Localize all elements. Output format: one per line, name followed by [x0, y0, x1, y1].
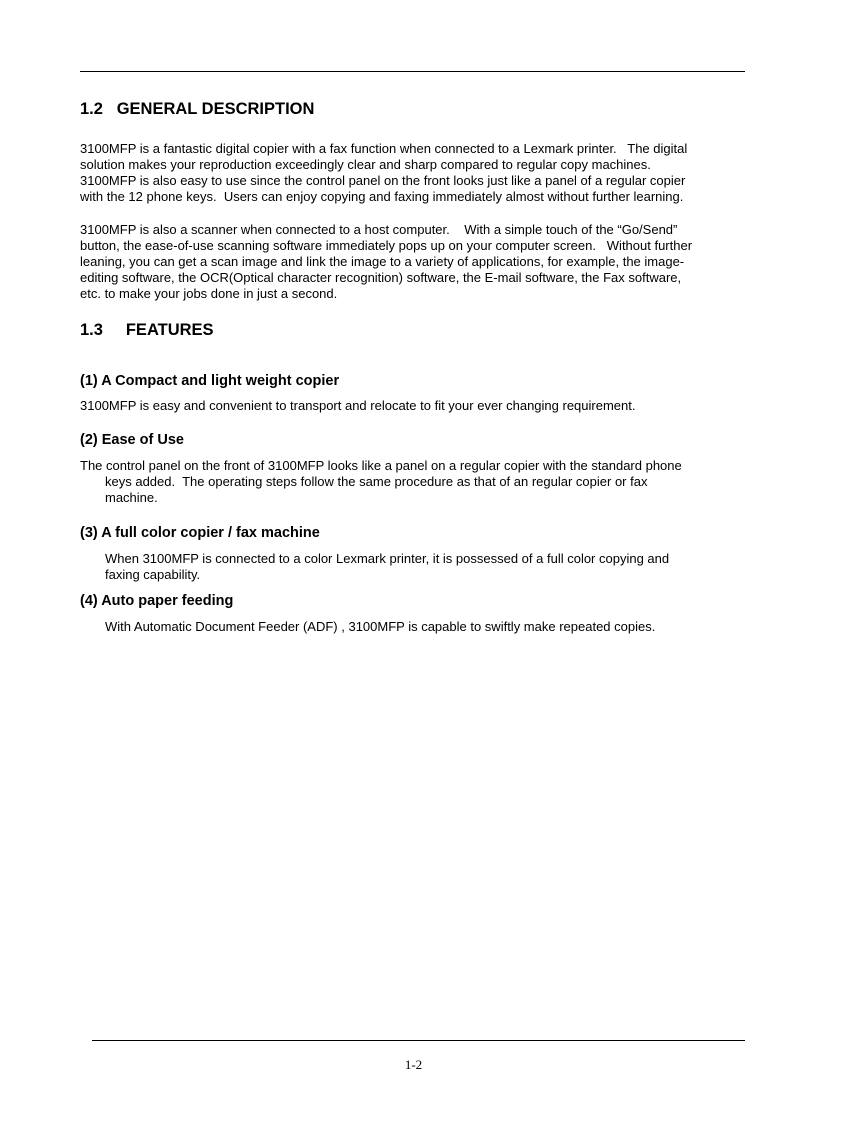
feature-title-full-color: (3) A full color copier / fax machine	[80, 525, 320, 541]
text-line: leaning, you can get a scan image and link the image to a variety of applications, for example, the image-	[80, 254, 685, 269]
feature-title-auto-paper-feeding: (4) Auto paper feeding	[80, 593, 234, 609]
section-heading-features: 1.3 FEATURES	[80, 321, 214, 339]
text-line: etc. to make your jobs done in just a second.	[80, 286, 338, 301]
text-line: keys added. The operating steps follow the same procedure as that of an regular copier or fax	[105, 474, 648, 489]
feature-body-compact	[80, 398, 635, 414]
feature-title-compact: (1) A Compact and light weight copier	[80, 373, 340, 389]
feature-body-ease-of-use	[80, 458, 682, 506]
paragraph-general-description-2	[80, 222, 692, 302]
feature-title-ease-of-use: (2) Ease of Use	[80, 432, 184, 448]
text-line: The control panel on the front of 3100MFP looks like a panel on a regular copier with the standard phone	[80, 458, 682, 473]
text-line: button, the ease-of-use scanning software immediately pops up on your computer screen. Without further	[80, 238, 693, 253]
paragraph-general-description-1	[80, 141, 687, 205]
footer-rule	[92, 1040, 745, 1041]
section-heading-general-description: 1.2 GENERAL DESCRIPTION	[80, 100, 315, 118]
text-line: editing software, the OCR(Optical character recognition) software, the E-mail software, the Fax software,	[80, 270, 682, 285]
feature-body-full-color	[105, 551, 669, 583]
text-line: With Automatic Document Feeder (ADF) , 3100MFP is capable to swiftly make repeated copies.	[105, 619, 656, 634]
header-rule	[80, 71, 745, 72]
text-line: 3100MFP is easy and convenient to transport and relocate to fit your ever changing requirement.	[80, 398, 636, 413]
text-line: 3100MFP is also easy to use since the control panel on the front looks just like a panel of a regular copier	[80, 173, 686, 188]
text-line: 3100MFP is also a scanner when connected to a host computer. With a simple touch of the “Go/Send”	[80, 222, 678, 237]
page-number: 1-2	[404, 1057, 423, 1072]
feature-body-auto-paper-feeding	[105, 619, 655, 635]
text-line: When 3100MFP is connected to a color Lexmark printer, it is possessed of a full color copying and	[105, 551, 670, 566]
text-line: faxing capability.	[105, 567, 201, 582]
text-line: with the 12 phone keys. Users can enjoy copying and faxing immediately almost without further learning.	[80, 189, 684, 204]
text-line: solution makes your reproduction exceedingly clear and sharp compared to regular copy machines.	[80, 157, 651, 172]
text-line: machine.	[105, 490, 158, 505]
text-line: 3100MFP is a fantastic digital copier with a fax function when connected to a Lexmark printer. The digital	[80, 141, 688, 156]
